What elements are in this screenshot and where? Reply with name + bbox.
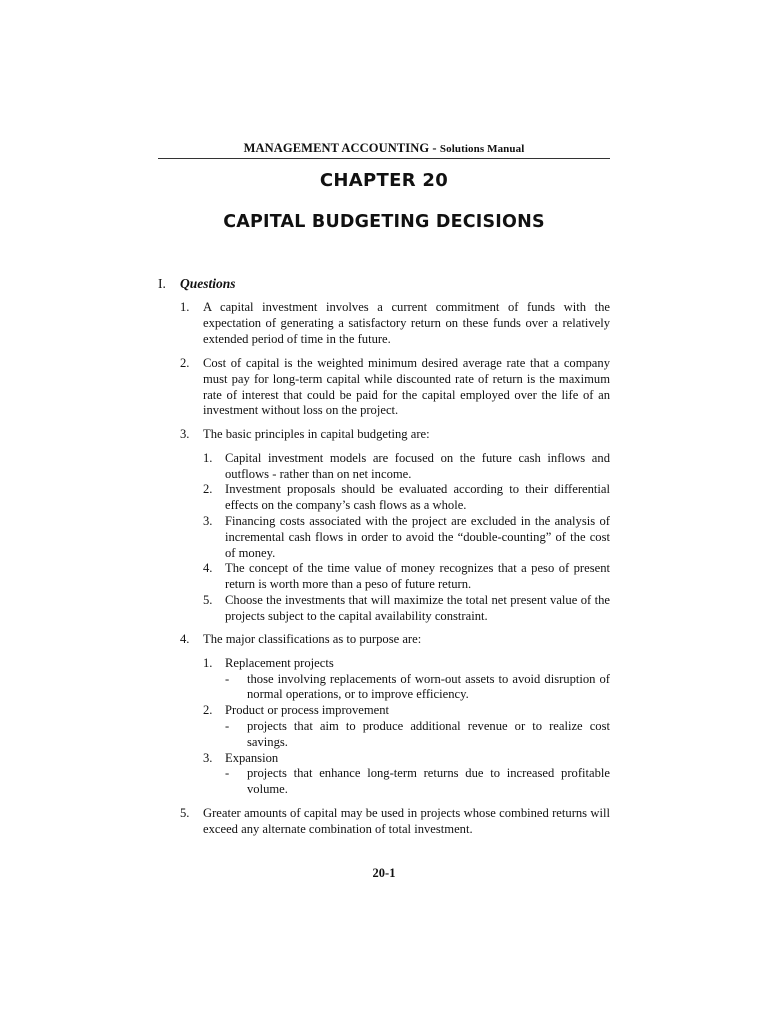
list-item — [203, 656, 610, 672]
list-item-detail — [225, 672, 610, 704]
page-number: 20-1 — [372, 866, 396, 880]
detail-text: those involving replacements of worn-out assets to avoid disruption of normal operations, or to improve efficiency. — [247, 671, 610, 702]
dash-marker: - — [225, 718, 230, 733]
question-text: The major classifications as to purpose are: — [203, 632, 422, 646]
question-4 — [180, 632, 610, 798]
list-item-text: Investment proposals should be evaluated according to their differential effects on the company’s cash flows as a whole. — [225, 482, 610, 513]
question-number: 4. — [180, 632, 190, 646]
question-text: Cost of capital is the weighted minimum desired average rate that a company must pay for long-term capital while discounted rate of return is the maximum rate of interest that could be paid for the capital employed over the life of an investment without loss on the project. — [203, 356, 610, 418]
list-item-text: Choose the investments that will maximize the total net present value of the projects subject to the capital availability constraint. — [225, 592, 610, 623]
list-item — [203, 561, 610, 593]
question-number: 5. — [180, 806, 190, 820]
list-item-text: Replacement projects — [225, 655, 334, 670]
section-roman: I. — [158, 276, 166, 291]
list-item-text: Capital investment models are focused on the future cash inflows and outflows - rather than on net income. — [225, 450, 610, 481]
dash-marker: - — [225, 671, 230, 686]
chapter-title: CAPITAL BUDGETING DECISIONS — [223, 212, 545, 232]
list-item — [203, 593, 610, 625]
list-item-detail — [225, 719, 610, 751]
running-head-title: MANAGEMENT ACCOUNTING - — [243, 141, 440, 155]
chapter-number: CHAPTER 20 — [319, 170, 449, 191]
detail-text: projects that enhance long-term returns due to increased profitable volume. — [247, 766, 610, 797]
detail-text: projects that aim to produce additional revenue or to realize cost savings. — [247, 718, 610, 749]
list-item-number: 4. — [203, 561, 213, 576]
list-item — [203, 451, 610, 483]
classifications-list — [203, 656, 610, 798]
list-item — [203, 482, 610, 514]
list-item — [203, 514, 610, 561]
question-3 — [180, 427, 610, 625]
running-head — [158, 141, 610, 156]
dash-marker: - — [225, 766, 230, 781]
list-item-text: Product or process improvement — [225, 703, 390, 718]
question-text: A capital investment involves a current commitment of funds with the expectation of generating a satisfactory return on these funds over a relatively extended period of time in the future. — [203, 300, 610, 346]
question-5 — [180, 806, 610, 838]
header-rule — [158, 158, 610, 159]
principles-list — [203, 451, 610, 625]
question-number: 3. — [180, 427, 190, 441]
list-item-text: Financing costs associated with the project are excluded in the analysis of incremental cash flows in order to avoid the “double-counting” of the cost of money. — [225, 513, 610, 560]
section-heading — [158, 276, 610, 292]
list-item — [203, 751, 610, 767]
list-item-number: 1. — [203, 450, 213, 465]
question-text: Greater amounts of capital may be used in projects whose combined returns will exceed any alternate combination of total investment. — [203, 806, 610, 836]
list-item-text: The concept of the time value of money recognizes that a peso of present return is worth more than a peso of future return. — [225, 561, 610, 592]
list-item-number: 2. — [203, 703, 213, 718]
question-1 — [180, 300, 610, 347]
question-text: The basic principles in capital budgeting are: — [203, 427, 430, 441]
question-number: 1. — [180, 300, 190, 314]
question-number: 2. — [180, 356, 190, 370]
list-item-number: 3. — [203, 750, 213, 765]
list-item-number: 5. — [203, 592, 213, 607]
list-item — [203, 703, 610, 719]
list-item-number: 3. — [203, 513, 213, 528]
question-2 — [180, 356, 610, 419]
section-title: Questions — [180, 276, 236, 291]
running-head-subtitle: Solutions Manual — [439, 143, 525, 155]
list-item-number: 2. — [203, 482, 213, 497]
list-item-text: Expansion — [225, 750, 279, 765]
list-item-detail — [225, 766, 610, 798]
list-item-number: 1. — [203, 655, 213, 670]
